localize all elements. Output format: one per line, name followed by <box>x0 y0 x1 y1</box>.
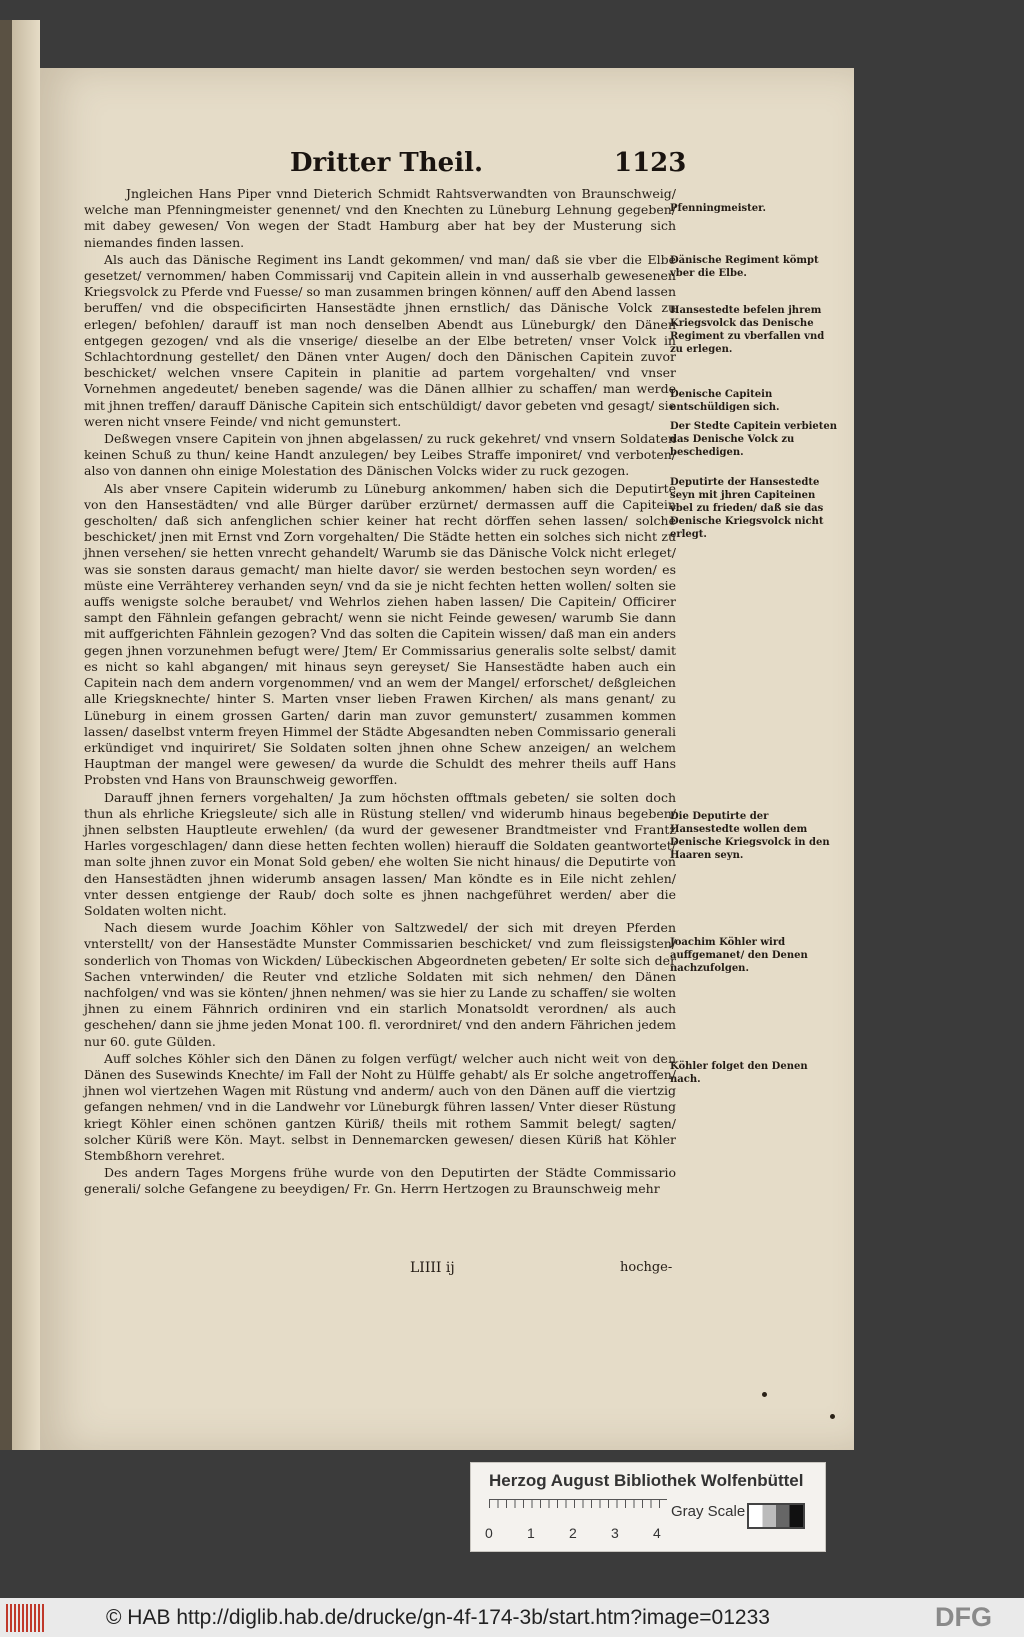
margin-note: Die Deputirte der Hansestedte wollen dem Denische Kriegsvolck in den Haaren seyn. <box>670 811 830 861</box>
page-header <box>40 148 854 188</box>
margin-note: Denische Capitein entschüldigen sich. <box>670 389 780 413</box>
signature-mark: LIIII ij <box>410 1260 455 1276</box>
main-text-column <box>84 186 676 1199</box>
page-speck <box>830 1414 835 1419</box>
margin-note: Joachim Köhler wird auffgemanet/ den Denen nachzufolgen. <box>670 937 808 974</box>
barcode-icon <box>6 1604 44 1632</box>
ruler-number: 0 <box>485 1525 493 1541</box>
paragraph: Darauff jhnen ferners vorgehalten/ Ja zum höchsten offtmals gebeten/ sie solten doch thun als ehrliche Kriegsleute/ sich alle in Rüstung stellen/ vnd widerumb hinaus begeben/ jhnen selbsten Hauptleute erwehlen/ (da wurd der gewesener Brandtmeister vnd Frantz Harles vorgeschlagen/ dann diese hetten fechten wollen) hierauff die Soldaten geantwortet/ man solte jhnen zuvor ein Monat Sold geben/ ehe wolten Sie nicht hinaus/ die Deputirte von den Hansestädten jhnen widerumb ansagen lassen/ Man köndte es in Eile nicht zehlen/ vnter dessen entgienge der Raub/ doch solte es jhnen nachgeführet werden/ aber die Soldaten wolten nicht. <box>84 789 676 918</box>
paragraph: Als auch das Dänische Regiment ins Landt gekommen/ vnd man/ daß sie vber die Elbe gesetzet/ vernommen/ haben Commissarij vnd Capitein allein in vnd ausserhalb gewesenen Kriegsvolck zu Pferde vnd Fuesse/ so man zusammen bringen können/ auff den Abend lassen beruffen/ vnd die obspecificirten Hansestädte jhnen ernstlich/ das Dänische Volck zu erlegen/ befohlen/ darauff ist man noch denselben Abendt aus Lüneburgk/ den Dänen entgegen gezogen/ vnd als die vnserige/ dieselbe an der Elbe betreten/ vnser Volck in Schlachtordnung gestellet/ den Dänen vnter Augen/ doch den Dänischen Capitein zuvor beschicket/ welchen vnsere Capitein in planitie ad partem vorgehalten/ vnd vnser Vornehmen angedeutet/ beneben sagende/ was die Dänen allhier zu schaffen/ man werde mit jhnen treffen/ darauff Dänische Capitein sich entschüldigt/ davor gebeten vnd gesagt/ sie weren nicht vnsere Feinde/ vnd nicht gemunstert. <box>84 251 676 429</box>
library-name: Herzog August Bibliothek Wolfenbüttel <box>489 1471 804 1490</box>
paragraph: Jngleichen Hans Piper vnnd Dieterich Schmidt Rahtsverwandten von Braunschweig/ welche man Pfenningmeister genennet/ vnd den Knechten zu Lüneburg Lehnung gegeben/ mit dabey gewesen/ Von wegen der Stadt Hamburg aber hat bey der Musterung sich niemandes finden lassen. <box>84 186 676 250</box>
margin-note: Dänische Regiment kömpt vber die Elbe. <box>670 255 819 279</box>
page-number: 1123 <box>614 148 687 178</box>
ruler-number: 1 <box>527 1525 535 1541</box>
catchword: hochge- <box>620 1260 673 1275</box>
margin-note: Hansestedte befelen jhrem Kriegsvolck das Denische Regiment zu vberfallen vnd zu erlegen. <box>670 305 825 355</box>
margin-note: Der Stedte Capitein verbieten das Denische Volck zu beschedigen. <box>670 421 838 458</box>
viewer-footer <box>0 1598 1024 1637</box>
running-title: Dritter Theil. <box>290 148 484 178</box>
paragraph: Als aber vnsere Capitein widerumb zu Lüneburg ankommen/ haben sich die Deputirte von den Hansestädten/ vnd alle Bürger darüber erzürnet/ dermassen auff die Capitein gescholten/ daß sich anfenglichen schier keiner hat recht dörffen sehen lassen/ solche beschicket/ jnen mit Ernst vnd Zorn vorgehalten/ Die Städte hetten ein solches sich nicht zu jhnen versehen/ sie hetten vnrecht gehandelt/ Warumb sie das Dänische Volck nicht erleget/ was sie sonsten daraus gemacht/ man hielte davor/ sie werden bestochen seyn worden/ es müste eine Verrähterey verhanden seyn/ vnd da sie je nicht fechten hetten wollen/ solten sie auffs wenigste solche beraubet/ vnd Wehrlos ziehen haben lassen/ Die Capitein/ Officirer sampt den Fähnlein gefangen gebracht/ wenn sie nicht Feinde gewesen/ warumb Sie dann mit auffgerichten Fähnlein gezogen? Vnd das solten die Capitein wissen/ daß man ein anders gegen jhnen vorzunehmen befugt were/ Jtem/ Er Commissarius generalis solte selbst/ damit es nicht so kahl abgangen/ mit hinaus seyn gereyset/ Sie Hansestädte haben auch ein Capitein nach dem andern vorgenommen/ vnd an wem der Mangel/ erforschet/ deßgleichen alle Kriegsknechte/ hinter S. Marten vnser lieben Frawen Kirchen/ als mans genant/ zu Lüneburg in einem grossen Garten/ darin man zuvor gemunstert/ zusammen kommen lassen/ daselbst vnterm freyen Himmel der Städte Abgesandten neben Commissario generali erkündiget vnd inquiriret/ Sie Soldaten solten jhnen ohne Schew anzeigen/ an welchem Hauptman der mangel were gewesen/ da wurde die Schuldt des mehrer theils auff Hans Probsten vnd Hans von Braunschweig geworffen. <box>84 480 676 788</box>
gray-scale-swatch <box>747 1503 805 1529</box>
margin-note: Pfenningmeister. <box>670 203 766 214</box>
scanned-page <box>40 68 854 1450</box>
source-url[interactable]: © HAB http://diglib.hab.de/drucke/gn-4f-174-3b/start.htm?image=01233 <box>106 1606 770 1629</box>
margin-note: Köhler folget den Denen nach. <box>670 1061 808 1085</box>
dfg-logo: DFG <box>935 1602 992 1632</box>
paragraph: Auff solches Köhler sich den Dänen zu folgen verfügt/ welcher auch nicht weit von den Dänen des Susewinds Knechte/ im Fall der Noht zu Hülffe gehabt/ als Er solche angetroffen/ jhnen wol viertzehen Wagen mit Rüstung vnd anderm/ auch von den Dänen auff die viertzig gefangen nehmen/ vnd in die Landwehr vor Lüneburgk führen lassen/ Vnter dieser Rüstung kriegt Köhler einen schönen gantzen Küriß/ theils mit rothem Sammit belegt/ sagten/ solcher Küriß were Kön. Mayt. selbst in Dennemarcken gewesen/ diesen Küriß hat Köhler Stembßhorn verehret. <box>84 1050 676 1163</box>
color-calibration-card <box>470 1462 826 1552</box>
ruler-number: 4 <box>653 1525 661 1541</box>
ruler-number: 3 <box>611 1525 619 1541</box>
ruler-number: 2 <box>569 1525 577 1541</box>
ruler-scale <box>489 1499 667 1522</box>
page-speck <box>762 1392 767 1397</box>
paragraph: Deßwegen vnsere Capitein von jhnen abgelassen/ zu ruck gekehret/ vnd vnsern Soldaten keinen Schuß zu thun/ keine Handt anzulegen/ bey Leibes Straffe imponiret/ vnd verboten/ also von dannen ohn einige Molestation des Dänischen Volcks wider zu ruck gezogen. <box>84 431 676 479</box>
paragraph: Nach diesem wurde Joachim Köhler von Saltzwedel/ der sich mit dreyen Pferden vnterstellt/ von der Hansestädte Munster Commissarien beschicket/ vnd zum fleissigsten/ sonderlich von Thomas von Wickden/ Lübeckischen Abgeordneten gebeten/ Er solte sich der Sachen vnterwinden/ die Reuter vnd etzliche Soldaten mit sich nehmen/ den Dänen nachfolgen/ vnd was sie könten/ jhnen nehmen/ was sie hier zu Lande zu schaffen/ sie wolten jhnen zu einem Fähnrich ordiniren vnd ein starlich Monatsoldt verordnen/ als auch geschehen/ dann sie jhme jeden Monat 100. fl. verordniret/ vnd den andern Fährichen jedem nur 60. gute Gülden. <box>84 920 676 1049</box>
paragraph: Des andern Tages Morgens frühe wurde von den Deputirten der Städte Commissario generali/ solche Gefangene zu beeydigen/ Fr. Gn. Herrn Hertzogen zu Braunschweig mehr <box>84 1165 676 1197</box>
margin-note: Deputirte der Hansestedte seyn mit jhren Capiteinen vbel zu frieden/ daß sie das Denische Kriegsvolck nicht erlegt. <box>670 477 824 540</box>
gray-scale-label: Gray Scale <box>671 1503 746 1520</box>
book-spine-shadow <box>0 20 12 1450</box>
